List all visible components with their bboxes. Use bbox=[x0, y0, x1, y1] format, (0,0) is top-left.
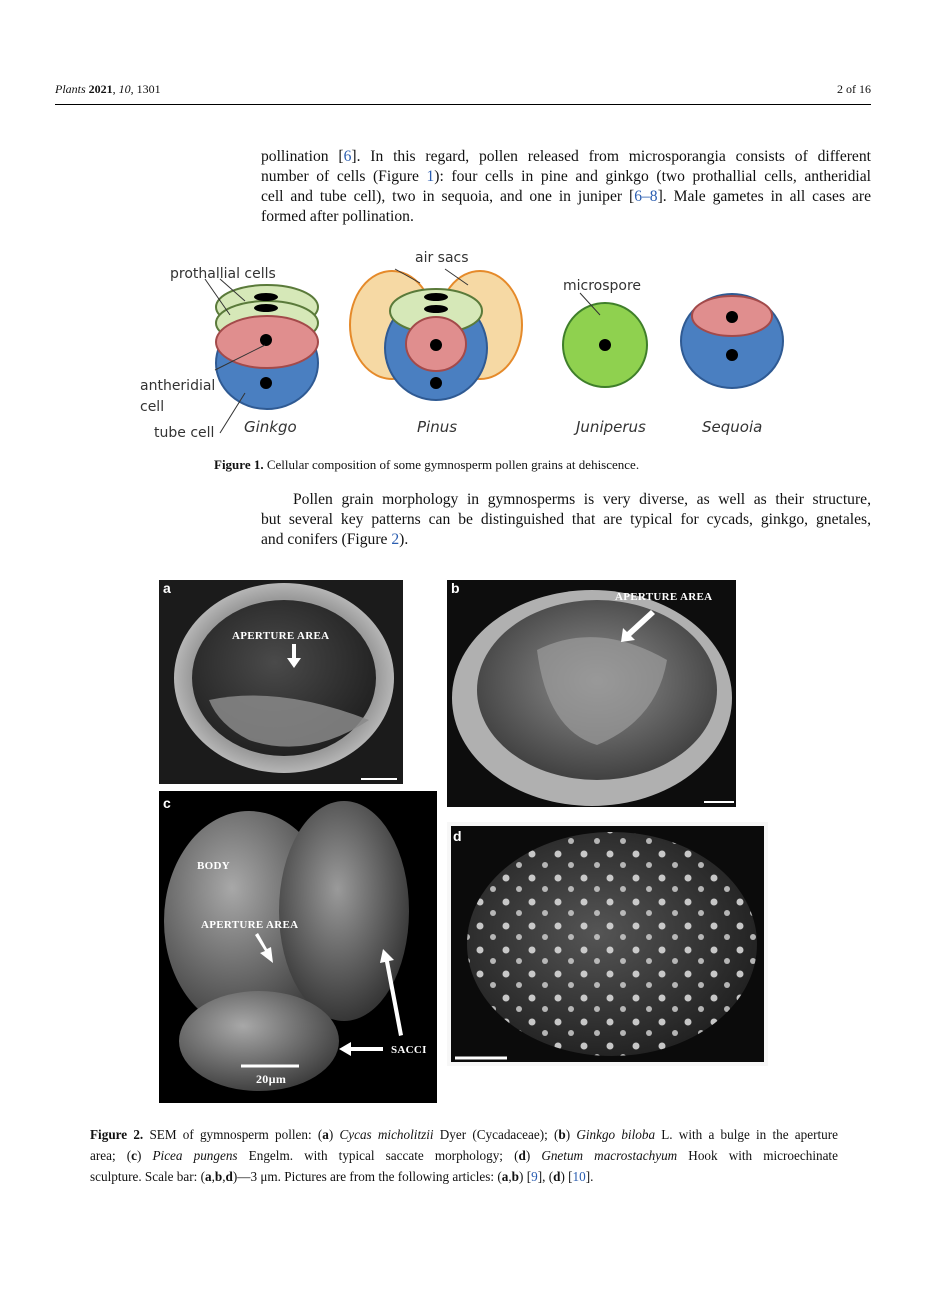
panel-label-a: a bbox=[163, 580, 171, 596]
paragraph-1 bbox=[261, 147, 871, 227]
page-number: 2 of 16 bbox=[837, 82, 871, 96]
taxon-juniperus: Juniperus bbox=[576, 418, 646, 436]
label-microspore: microspore bbox=[563, 278, 642, 294]
sacci-label: SACCI bbox=[391, 1044, 427, 1056]
juniperus-grain bbox=[563, 303, 647, 387]
paragraph-2 bbox=[261, 490, 871, 550]
sem-panel-a bbox=[159, 580, 403, 784]
sem-panel-b bbox=[447, 580, 736, 807]
caption-line: sculpture. Scale bar: (a,b,d)—3 μm. Pictures are from the following articles: (a,b) [9], (d) [10]. bbox=[90, 1169, 594, 1184]
label-tube-cell: tube cell bbox=[154, 425, 215, 441]
citation-link[interactable]: 6 bbox=[343, 148, 352, 165]
taxon-pinus: Pinus bbox=[417, 418, 458, 436]
label-prothallial-cells: prothallial cells bbox=[170, 266, 276, 282]
label-antheridial: antheridial bbox=[140, 378, 216, 394]
journal-citation: Plants 2021, 10, 1301 bbox=[55, 82, 161, 96]
aperture-area-label-b: APERTURE AREA bbox=[615, 591, 713, 603]
figure-1-caption: Figure 1. Cellular composition of some gymnosperm pollen grains at dehiscence. bbox=[214, 457, 640, 472]
citation-link[interactable]: 6–8 bbox=[634, 188, 658, 205]
figure-2-caption bbox=[90, 1124, 838, 1187]
label-antheridial-cell: cell bbox=[140, 399, 165, 415]
aperture-area-label-a: APERTURE AREA bbox=[232, 630, 330, 642]
citation-link[interactable]: 10 bbox=[572, 1169, 586, 1184]
panel-label-b: b bbox=[451, 580, 460, 596]
paragraph-line: cell and tube cell), two in sequoia, and one in juniper [6–8]. Male gametes in all cases are bbox=[261, 188, 872, 205]
figure-1-diagram bbox=[140, 245, 800, 445]
paragraph-line: pollination [6]. In this regard, pollen released from microsporangia consists of different bbox=[261, 148, 871, 165]
pinus-grain bbox=[350, 271, 522, 400]
paragraph-line: and conifers (Figure 2). bbox=[261, 531, 409, 548]
sequoia-grain bbox=[681, 294, 783, 388]
scale-label: 20µm bbox=[256, 1072, 287, 1086]
sem-panel-c bbox=[159, 791, 437, 1103]
caption-line: Figure 2. SEM of gymnosperm pollen: (a) Cycas micholitzii Dyer (Cycadaceae); (b) Ginkgo biloba L. with a bulge in the aperture bbox=[90, 1127, 838, 1142]
panel-label-d: d bbox=[453, 828, 462, 844]
ginkgo-grain bbox=[216, 285, 318, 409]
panel-label-c: c bbox=[163, 795, 171, 811]
citation-link[interactable]: 9 bbox=[531, 1169, 538, 1184]
figure-link[interactable]: 2 bbox=[391, 531, 400, 548]
paragraph-line: formed after pollination. bbox=[261, 208, 414, 225]
sem-panel-d bbox=[447, 822, 768, 1066]
paragraph-line: number of cells (Figure 1): four cells in pine and ginkgo (two prothallial cells, antheridial bbox=[261, 168, 871, 185]
caption-line: area; (c) Picea pungens Engelm. with typical saccate morphology; (d) Gnetum macrostachyum Hook with microechinate bbox=[90, 1148, 838, 1163]
taxon-ginkgo: Ginkgo bbox=[244, 418, 297, 436]
header-rule bbox=[55, 104, 871, 105]
taxon-sequoia: Sequoia bbox=[702, 418, 763, 436]
label-air-sacs: air sacs bbox=[415, 250, 469, 266]
paragraph-line: Pollen grain morphology in gymnosperms is very diverse, as well as their structure, bbox=[293, 491, 871, 508]
paragraph-line: but several key patterns can be distinguished that are typical for cycads, ginkgo, gnetales, bbox=[261, 511, 871, 528]
aperture-area-label-c: APERTURE AREA bbox=[201, 919, 299, 931]
body-label: BODY bbox=[197, 860, 230, 872]
figure-link[interactable]: 1 bbox=[426, 168, 435, 185]
